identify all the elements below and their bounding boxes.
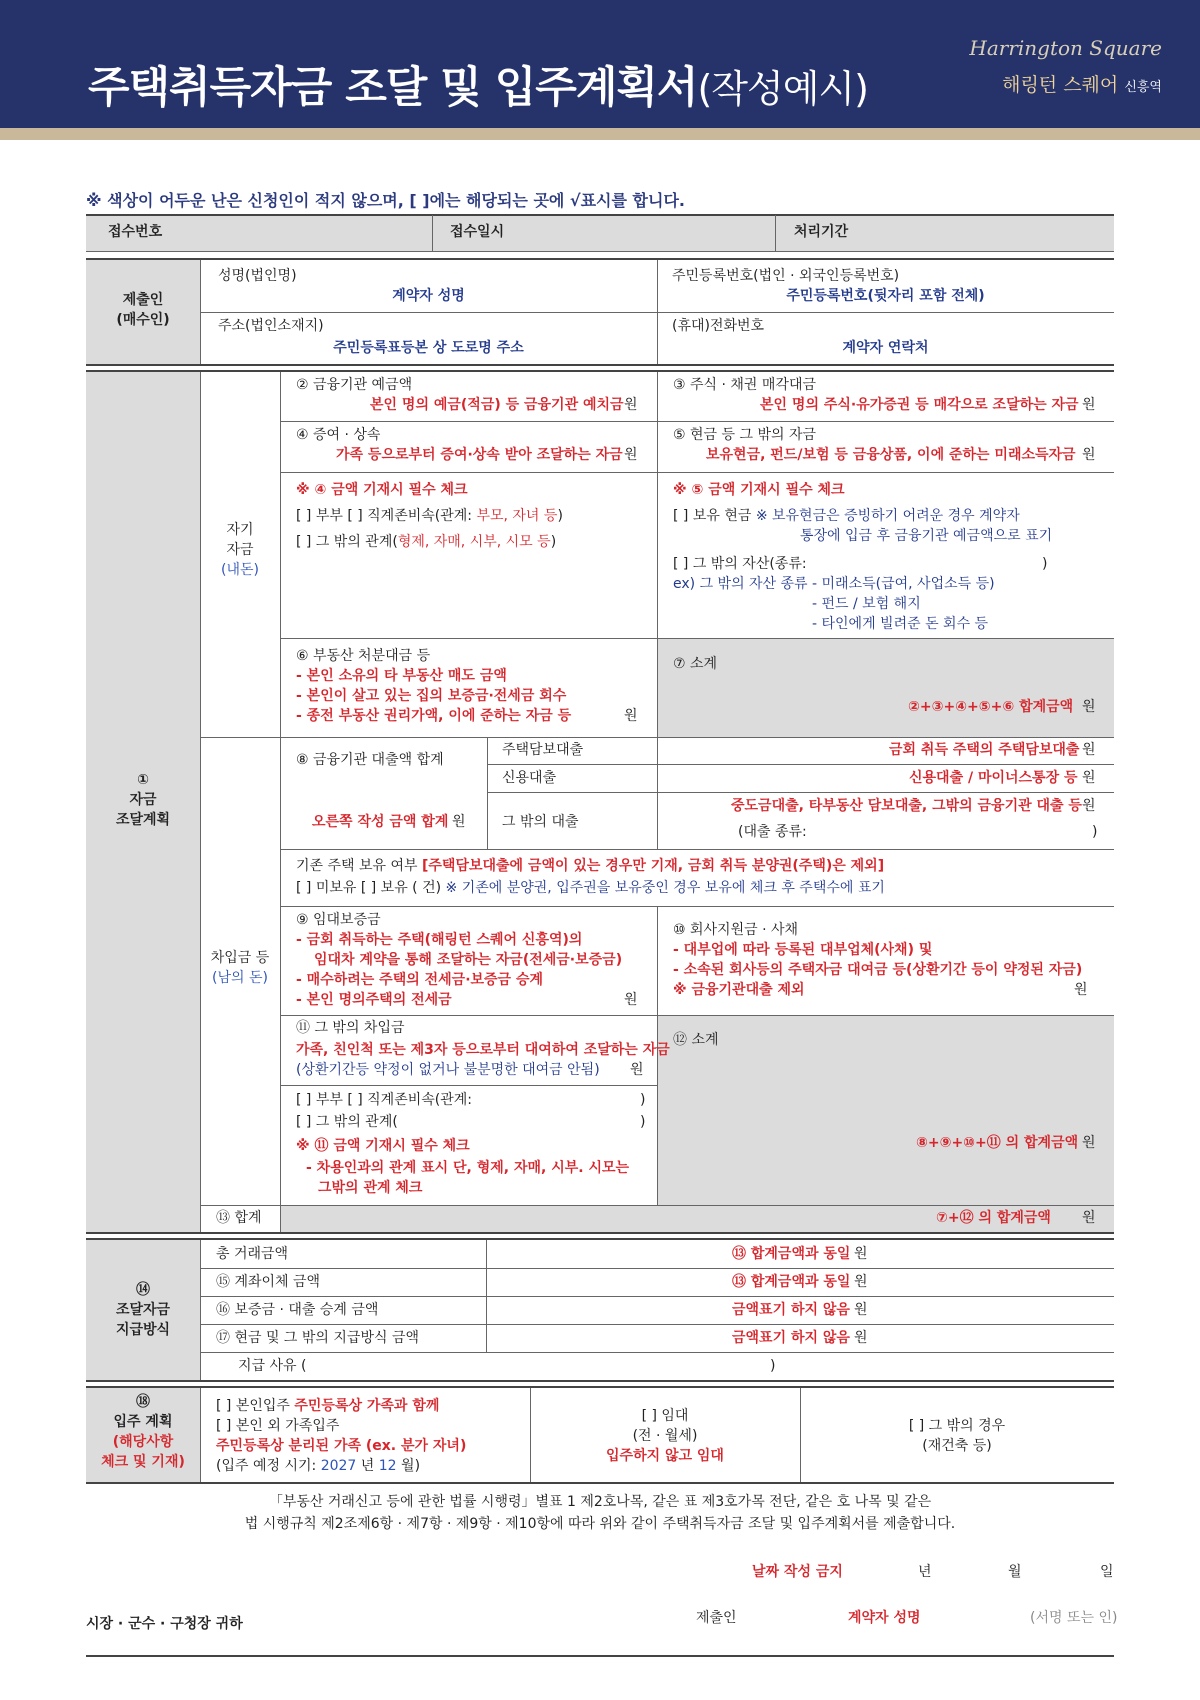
borrow-subtotal-value: ⑧+⑨+⑩+⑪ 의 합계금액	[916, 1135, 1079, 1151]
mortgage-label: 주택담보대출	[502, 742, 584, 758]
name-value[interactable]: 계약자 성명	[392, 288, 465, 304]
grand-total-label: ⑬ 합계	[216, 1210, 262, 1226]
cash-payment-unit: 원	[854, 1330, 868, 1346]
self-occupancy-label: [ ] 본인입주	[216, 1398, 295, 1414]
signature-hint[interactable]: (서명 또는 인)	[1030, 1610, 1118, 1626]
schedule-month-unit: 월)	[396, 1458, 421, 1474]
submitter-name[interactable]: 계약자 성명	[848, 1610, 921, 1626]
stock-unit: 원	[1082, 397, 1096, 413]
occupancy-label-2: (해당사항	[112, 1434, 174, 1450]
deposit-unit: 원	[624, 397, 638, 413]
transfer-value[interactable]: ⑬ 합계금액과 동일	[732, 1274, 851, 1290]
gift-value[interactable]: 가족 등으로부터 증여·상속 받아 조달하는 자금	[336, 447, 623, 463]
footer-rule	[86, 1655, 1114, 1657]
loan-total-value[interactable]: 오른쪽 작성 금액 합계	[312, 814, 449, 830]
gift-check-1c: )	[557, 508, 563, 524]
phone-value[interactable]: 계약자 연락처	[842, 340, 929, 356]
processing-period-label: 처리기간	[794, 224, 849, 240]
transfer-unit: 원	[854, 1274, 868, 1290]
receipt-date-label: 접수일시	[450, 224, 505, 240]
legal-text-1: 「부동산 거래신고 등에 관한 법률 시행령」별표 1 제2호나목, 같은 표 제3호가목 전단, 같은 호 나목 및 같은	[268, 1494, 932, 1510]
payment-reason[interactable]: 지급 사유 (	[238, 1358, 307, 1374]
funding-label-2: 조달계획	[115, 812, 171, 828]
borrow-subtotal-label: ⑫ 소계	[673, 1032, 719, 1048]
gift-check-2c: )	[550, 534, 557, 550]
gift-check-1a: [ ] 부부 [ ] 직계존비속(관계:	[296, 508, 477, 524]
receipt-row	[86, 215, 1114, 251]
brand-name	[1002, 70, 1162, 97]
document-title	[88, 54, 868, 115]
borrow-label-1: 차입금 등	[210, 950, 270, 966]
lease-item-2: 임대차 계약을 통해 조달하는 자금(전세금·보증금)	[314, 952, 623, 968]
move-in-schedule[interactable]	[216, 1458, 420, 1476]
submitter-label: 제출인	[696, 1610, 737, 1626]
existing-home-note: [주택담보대출에 금액이 있는 경우만 기재, 금회 취득 분양권(주택)은 제외]	[422, 858, 885, 874]
address-label: 주소(법인소재지)	[218, 318, 324, 334]
own-subtotal-cell	[658, 639, 1114, 737]
occupancy-num: ⑱	[136, 1394, 150, 1410]
cash-label: ⑤ 현금 등 그 밖의 자금	[673, 427, 816, 443]
existing-home-hint: ※ 기존에 분양권, 입주권을 보유중인 경우 보유에 체크 후 주택수에 표기	[445, 880, 885, 896]
relation-check-title: ※ ⑪ 금액 기재시 필수 체크	[296, 1138, 470, 1154]
address-value[interactable]: 주민등록표등본 상 도로명 주소	[333, 340, 524, 356]
schedule-label: (입주 예정 시기:	[216, 1458, 321, 1474]
existing-home-row-1	[296, 858, 884, 876]
company-item-1: - 대부업에 따라 등록된 대부업체(사채) 및	[673, 942, 933, 958]
grand-total-value: ⑦+⑫ 의 합계금액	[936, 1210, 1051, 1226]
total-transaction-label: 총 거래금액	[216, 1246, 289, 1262]
id-value[interactable]: 주민등록번호(뒷자리 포함 전체)	[786, 288, 985, 304]
occupancy-label-3: 체크 및 기재)	[101, 1454, 185, 1470]
gift-check-1b: 부모, 자녀 등	[476, 508, 558, 524]
notice-text: ※ 색상이 어두운 난은 신청인이 적지 않으며, [ ]에는 해당되는 곳에 √표시를 합니다.	[86, 191, 685, 210]
payment-label-1: 조달자금	[115, 1302, 171, 1318]
rent-note: 입주하지 않고 임대	[606, 1448, 724, 1464]
family-occupancy-note: 주민등록상 분리된 가족 (ex. 분가 자녀)	[216, 1438, 467, 1454]
gift-check-row-1[interactable]	[296, 508, 563, 526]
payment-reason-close: )	[770, 1358, 776, 1374]
stock-value[interactable]: 본인 명의 주식·유가증권 등 매각으로 조달하는 자금	[760, 397, 1079, 413]
occupancy-label-1: 입주 계획	[113, 1414, 173, 1430]
borrow-subtotal-cell	[658, 1016, 1114, 1205]
mortgage-value[interactable]: 금회 취득 주택의 주택담보대출	[889, 742, 1080, 758]
schedule-year-unit: 년	[356, 1458, 379, 1474]
loan-total-label: ⑧ 금융기관 대출액 합계	[296, 752, 444, 768]
recipient-label: 시장 · 군수 · 구청장 귀하	[86, 1616, 243, 1632]
gift-unit: 원	[624, 447, 638, 463]
relation-check-row-1[interactable]: [ ] 부부 [ ] 직계존비속(관계:	[296, 1092, 472, 1108]
gift-check-2b: 형제, 자매, 시부, 시모 등	[397, 534, 551, 550]
stock-label: ③ 주식 · 채권 매각대금	[673, 377, 816, 393]
relation-check-row-2[interactable]: [ ] 그 밖의 관계(	[296, 1114, 398, 1130]
company-item-2: - 소속된 회사등의 주택자금 대여금 등(상환기간 등이 약정된 자금)	[673, 962, 1083, 978]
total-transaction-value[interactable]: ⑬ 합계금액과 동일	[732, 1246, 851, 1262]
lease-item-3: - 매수하려는 주택의 전세금·보증금 승계	[296, 972, 544, 988]
funding-label-1: 자금	[129, 792, 157, 808]
relation-check-2-close: )	[640, 1114, 646, 1130]
credit-unit: 원	[1082, 770, 1096, 786]
lease-unit: 원	[624, 992, 638, 1008]
other-loan-value[interactable]: 중도금대출, 타부동산 담보대출, 그밖의 금융기관 대출 등	[731, 798, 1082, 814]
funding-num: ①	[137, 772, 149, 788]
cash-check-row-1[interactable]	[673, 508, 1020, 526]
other-loan-unit: 원	[1082, 798, 1096, 814]
deposit-label: ② 금융기관 예금액	[296, 377, 413, 393]
other-occupancy-note: (재건축 등)	[922, 1438, 992, 1454]
realestate-item-1: - 본인 소유의 타 부동산 매도 금액	[296, 668, 507, 684]
self-occupancy-note: 주민등록상 가족과 함께	[294, 1398, 440, 1414]
cash-example-2: - 펀드 / 보험 해지	[812, 596, 921, 612]
borrow-label-2: (남의 돈)	[212, 970, 268, 986]
own-funds-label-1: 자기	[226, 522, 254, 538]
company-loan-label: ⑩ 회사지원금 · 사채	[673, 922, 799, 938]
date-note: 날짜 작성 금지	[752, 1564, 843, 1580]
succession-unit: 원	[854, 1302, 868, 1318]
cash-check-1c: 통장에 입금 후 금융기관 예금액으로 표기	[800, 528, 1053, 544]
cash-check-1a: [ ] 보유 현금	[673, 508, 756, 524]
realestate-item-2: - 본인이 살고 있는 집의 보증금·전세금 회수	[296, 688, 567, 704]
own-subtotal-value: ②+③+④+⑤+⑥ 합계금액	[908, 699, 1074, 715]
own-funds-label-2: 자금	[226, 542, 254, 558]
cash-check-2a: [ ] 그 밖의 자산(종류:	[673, 556, 807, 572]
cash-example-1: ex) 그 밖의 자산 종류 - 미래소득(급여, 사업소득 등)	[673, 576, 995, 592]
company-item-3: ※ 금융기관대출 제외	[673, 982, 805, 998]
year-label: 년	[918, 1564, 932, 1580]
succession-label: ⑯ 보증금 · 대출 승계 금액	[216, 1302, 379, 1318]
cash-value[interactable]: 보유현금, 펀드/보험 등 금융상품, 이에 준하는 미래소득자금	[706, 447, 1076, 463]
transfer-label: ⑮ 계좌이체 금액	[216, 1274, 321, 1290]
header-band	[0, 128, 1200, 140]
day-label: 일	[1100, 1564, 1114, 1580]
applicant-label-2: (매수인)	[116, 312, 170, 328]
rent-check[interactable]: [ ] 임대	[641, 1408, 689, 1424]
gift-label: ④ 증여 · 상속	[296, 427, 381, 443]
gift-check-title: ※ ④ 금액 기재시 필수 체크	[296, 482, 468, 498]
other-borrow-label: ⑪ 그 밖의 차입금	[296, 1020, 405, 1036]
lease-item-1: - 금회 취득하는 주택(해링턴 스퀘어 신흥역)의	[296, 932, 583, 948]
realestate-item-3: - 종전 부동산 권리가액, 이에 준하는 자금 등	[296, 708, 572, 724]
gift-check-2a: [ ] 그 밖의 관계(	[296, 534, 398, 550]
other-borrow-item-1: 가족, 친인척 또는 제3자 등으로부터 대여하여 조달하는 자금	[296, 1042, 670, 1058]
realestate-label: ⑥ 부동산 처분대금 등	[296, 648, 431, 664]
schedule-month: 12	[378, 1458, 397, 1474]
credit-value[interactable]: 신용대출 / 마이너스통장 등	[909, 770, 1078, 786]
cash-payment-value[interactable]: 금액표기 하지 않음	[732, 1330, 850, 1346]
existing-home-check: [ ] 미보유 [ ] 보유 ( 건)	[296, 880, 446, 896]
gift-check-row-2[interactable]	[296, 534, 556, 552]
applicant-label-1: 제출인	[122, 292, 164, 308]
borrow-subtotal-unit: 원	[1082, 1135, 1096, 1151]
self-occupancy-check[interactable]	[216, 1398, 439, 1416]
payment-label-2: 지급방식	[115, 1322, 171, 1338]
cash-check-title: ※ ⑤ 금액 기재시 필수 체크	[673, 482, 845, 498]
credit-label: 신용대출	[502, 770, 557, 786]
total-transaction-unit: 원	[854, 1246, 868, 1262]
cash-check-1b: ※ 보유현금은 증빙하기 어려운 경우 계약자	[755, 508, 1020, 524]
schedule-year: 2027	[320, 1458, 357, 1474]
deposit-value[interactable]: 본인 명의 예금(적금) 등 금융기관 예치금	[370, 397, 624, 413]
name-label: 성명(법인명)	[218, 268, 297, 284]
relation-note-2: 그밖의 관계 체크	[318, 1180, 423, 1196]
other-occupancy-check[interactable]: [ ] 그 밖의 경우	[908, 1418, 1006, 1434]
own-subtotal-unit: 원	[1082, 699, 1096, 715]
succession-value[interactable]: 금액표기 하지 않음	[732, 1302, 850, 1318]
other-borrow-item-2: (상환기간등 약정이 없거나 불분명한 대여금 안됨)	[296, 1062, 600, 1078]
month-label: 월	[1008, 1564, 1022, 1580]
lease-deposit-label: ⑨ 임대보증금	[296, 912, 381, 928]
receipt-number-label: 접수번호	[108, 224, 163, 240]
payment-num: ⑭	[136, 1282, 150, 1298]
grand-total-unit: 원	[1082, 1210, 1096, 1226]
lease-item-4: - 본인 명의주택의 전세금	[296, 992, 452, 1008]
own-funds-label-3: (내돈)	[221, 562, 259, 578]
id-label: 주민등록번호(법인 · 외국인등록번호)	[672, 268, 900, 284]
existing-home-label: 기존 주택 보유 여부	[296, 858, 422, 874]
family-occupancy-check[interactable]: [ ] 본인 외 가족입주	[216, 1418, 340, 1434]
brand-station: 신흥역	[1124, 80, 1162, 95]
other-loan-label: 그 밖의 대출	[502, 814, 579, 830]
loan-total-unit: 원	[452, 814, 466, 830]
cash-payment-label: ⑰ 현금 및 그 밖의 지급방식 금액	[216, 1330, 419, 1346]
other-borrow-unit: 원	[630, 1062, 644, 1078]
brand-script-logo: Harrington Square	[969, 36, 1162, 60]
legal-text-2: 법 시행규칙 제2조제6항 · 제7항 · 제9항 · 제10항에 따라 위와 같이 주택취득자금 조달 및 입주계획서를 제출합니다.	[244, 1516, 956, 1532]
relation-check-1-close: )	[640, 1092, 646, 1108]
title-main: 주택취득자금 조달 및 입주계획서	[88, 63, 698, 113]
cash-example-3: - 타인에게 빌려준 돈 회수 등	[812, 616, 989, 632]
company-unit: 원	[1074, 982, 1088, 998]
own-subtotal-label: ⑦ 소계	[673, 656, 718, 672]
phone-label: (휴대)전화번호	[672, 318, 765, 334]
title-sub: (작성예시)	[697, 67, 868, 111]
cash-check-2b: )	[1042, 556, 1048, 572]
existing-home-row-2[interactable]	[296, 880, 885, 898]
brand-name-text: 해링턴 스퀘어	[1002, 74, 1119, 96]
realestate-unit: 원	[624, 708, 638, 724]
relation-note-1: - 차용인과의 관계 표시 단, 형제, 자매, 시부. 시모는	[306, 1160, 630, 1176]
cash-unit: 원	[1082, 447, 1096, 463]
other-loan-kind-close: )	[1092, 824, 1098, 840]
mortgage-unit: 원	[1082, 742, 1096, 758]
other-loan-kind[interactable]: (대출 종류:	[738, 824, 807, 840]
cash-check-row-2[interactable]	[673, 556, 807, 574]
rent-type: (전 · 월세)	[632, 1428, 698, 1444]
